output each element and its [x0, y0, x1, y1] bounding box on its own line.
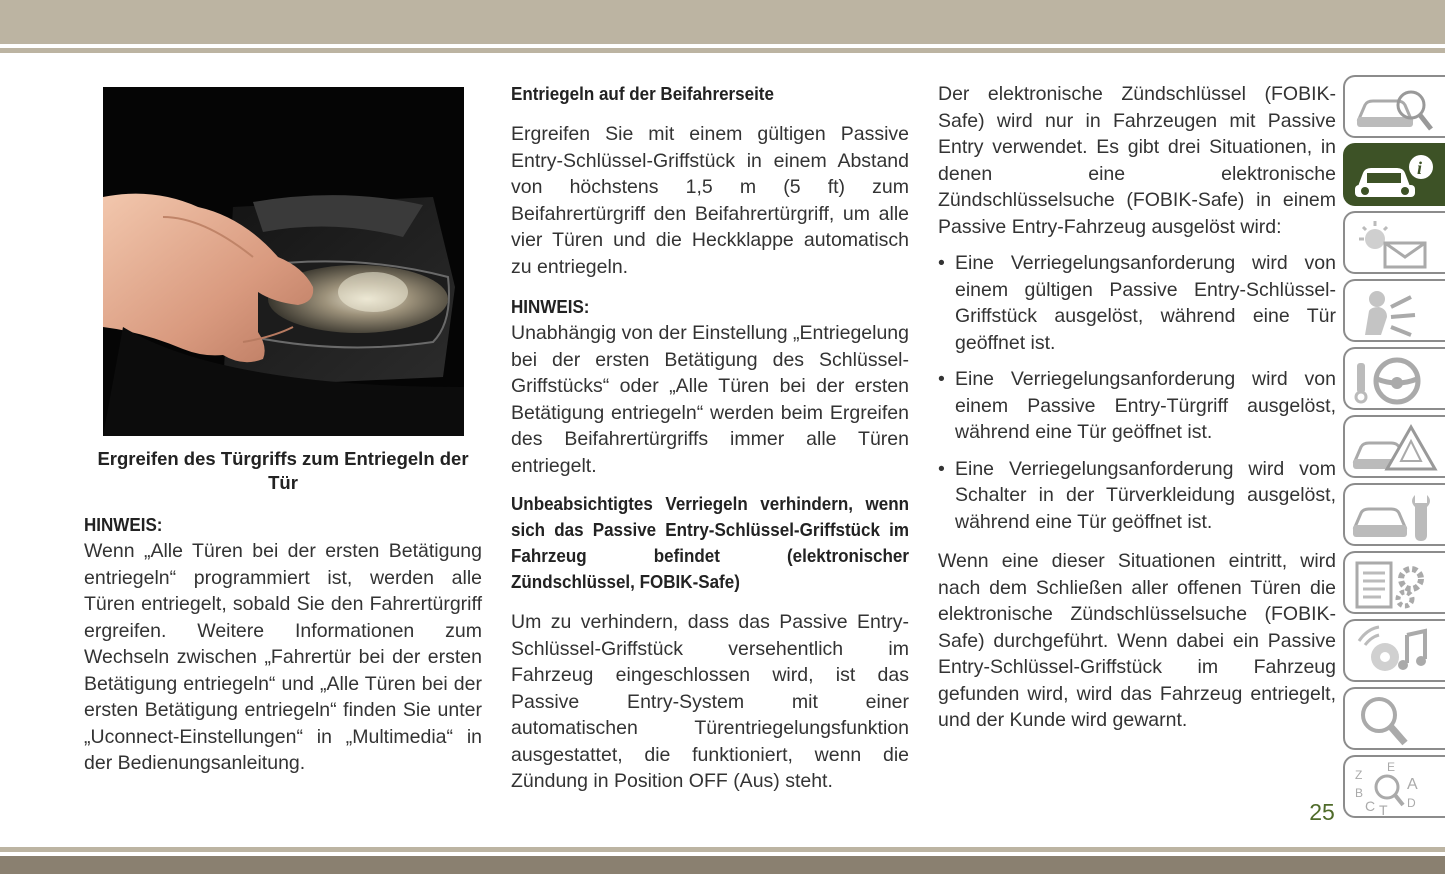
paragraph-prevent-lockout: Um zu verhindern, dass das Passive Entry-Schlüssel-Griffstück versehentlich im Fahrzeug eingeschlossen wird, ist das Passive Entry-System mit einer automatischen Türentriegelungsfunktion ausgestattet, die funktioniert, wenn die Zündung in Position OFF (Aus) steht.	[511, 611, 909, 792]
index-letter: C	[1365, 798, 1376, 814]
tab-specifications[interactable]	[1343, 551, 1445, 614]
photo-caption: Ergreifen des Türgriffs zum Entriegeln der Tür	[97, 448, 469, 493]
page-number: 25	[1309, 799, 1335, 825]
paragraph-fobik-closing: Wenn eine dieser Situationen eintritt, wird nach dem Schließen aller offenen Türen die elektronische Zündschlüsselsuche (FOBIK-Safe) durchgeführt. Wenn dabei ein Passive Entry-Schlüssel-Griffstück im Fahrzeug gefunden wird, wird das Fahrzeug entriegelt, und der Kunde wird gewarnt.	[938, 550, 1336, 731]
tab-index[interactable]	[1343, 755, 1445, 818]
situation-list	[938, 250, 1336, 535]
door-handle-photo	[103, 87, 464, 436]
bottom-band-line	[0, 847, 1445, 852]
top-band-line	[0, 48, 1445, 53]
tab-customer-assistance[interactable]	[1343, 687, 1445, 750]
warning-light-message-icon	[1351, 217, 1441, 272]
list-item: • Eine Verriegelungsanforderung wird vom Schalter in der Türverkleidung ausgelöst, während eine Tür geöffnet ist.	[938, 456, 1336, 536]
car-breakdown-warning-icon	[1351, 421, 1441, 476]
tab-servicing[interactable]	[1343, 483, 1445, 546]
list-item: • Eine Verriegelungsanforderung wird von einem Passive Entry-Türgriff ausgelöst, während eine Tür geöffnet ist.	[938, 366, 1336, 446]
list-item: • Eine Verriegelungsanforderung wird von einem gültigen Passive Entry-Schlüssel-Griffstück ausgelöst, während eine Tür geöffnet ist.	[938, 250, 1336, 356]
tab-emergency[interactable]	[1343, 415, 1445, 478]
car-maintenance-icon	[1351, 489, 1441, 544]
tab-getting-to-know-vehicle[interactable]	[1343, 75, 1445, 138]
magnifier-icon	[1351, 693, 1441, 748]
section-heading-prevent-lockout: Unbeabsichtigtes Verriegeln verhindern, wenn sich das Passive Entry-Schlüssel-Griffstück im Fahrzeug befindet (elektronischer Zündschlüssel, FOBIK-Safe)	[511, 493, 910, 592]
specifications-gear-icon	[1351, 557, 1441, 612]
tab-starting-operating[interactable]	[1343, 347, 1445, 410]
bottom-band	[0, 856, 1445, 874]
column-2	[511, 81, 909, 795]
index-letter: Z	[1355, 768, 1363, 782]
top-band	[0, 0, 1445, 44]
tab-multimedia[interactable]	[1343, 619, 1445, 682]
index-letter: B	[1355, 786, 1364, 800]
svg-text:i: i	[1417, 158, 1423, 178]
index-letter: D	[1407, 796, 1416, 810]
tab-warning-lights[interactable]	[1343, 211, 1445, 274]
car-search-icon	[1351, 81, 1441, 136]
car-info-icon	[1351, 149, 1441, 204]
hand-on-door-handle-illustration	[103, 87, 464, 436]
column-3	[938, 81, 1336, 734]
alphabetical-index-icon	[1351, 761, 1441, 816]
index-letter: E	[1387, 761, 1396, 774]
multimedia-icon	[1351, 625, 1441, 680]
note-text: Unabhängig von der Einstellung „Entriegelung bei der ersten Betätigung des Schlüssel-Griffstücks“ oder „Alle Türen bei der ersten Betätigung entriegeln“ werden beim Ergreifen des Beifahrertürgriffs immer alle Türen entriegelt.	[511, 322, 909, 477]
paragraph-fobik-intro: Der elektronische Zündschlüssel (FOBIK-Safe) wird nur in Fahrzeugen mit Passive Entry verwendet. Es gibt drei Situationen, in denen eine elektronische Zündschlüsselsuche (FOBIK-Safe) in einem Passive Entry-Fahrzeug ausgelöst wird:	[938, 83, 1336, 238]
tab-safety[interactable]	[1343, 279, 1445, 342]
index-letter: T	[1379, 802, 1388, 816]
note-heading: HINWEIS:	[511, 296, 590, 317]
section-heading-passenger-unlock: Entriegeln auf der Beifahrerseite	[511, 83, 774, 104]
steering-wheel-key-icon	[1351, 353, 1441, 408]
tab-vehicle-info[interactable]	[1343, 143, 1445, 206]
note-text: Wenn „Alle Türen bei der ersten Betätigung entriegeln“ programmiert ist, werden alle Türen entriegelt, sobald Sie den Fahrertürgriff ergreifen. Weitere Informationen zum Wechseln zwischen „Fahrertür bei der ersten Betätigung entriegeln“ und „Alle Türen bei der ersten Betätigung entriegeln“ finden Sie unter „Uconnect-Einstellungen“ in „Multimedia“ in der Bedienungsanleitung.	[84, 540, 482, 774]
paragraph-passenger-unlock: Ergreifen Sie mit einem gültigen Passive Entry-Schlüssel-Griffstück in einem Abstand von höchstens 1,5 m (5 ft) zum Beifahrertürgriff den Beifahrertürgriff, um alle vier Türen und die Heckklappe automatisch zu entriegeln.	[511, 123, 909, 278]
index-letter: A	[1407, 776, 1418, 793]
column-1	[84, 512, 482, 777]
airbag-seat-icon	[1351, 285, 1441, 340]
note-heading: HINWEIS:	[84, 514, 163, 535]
